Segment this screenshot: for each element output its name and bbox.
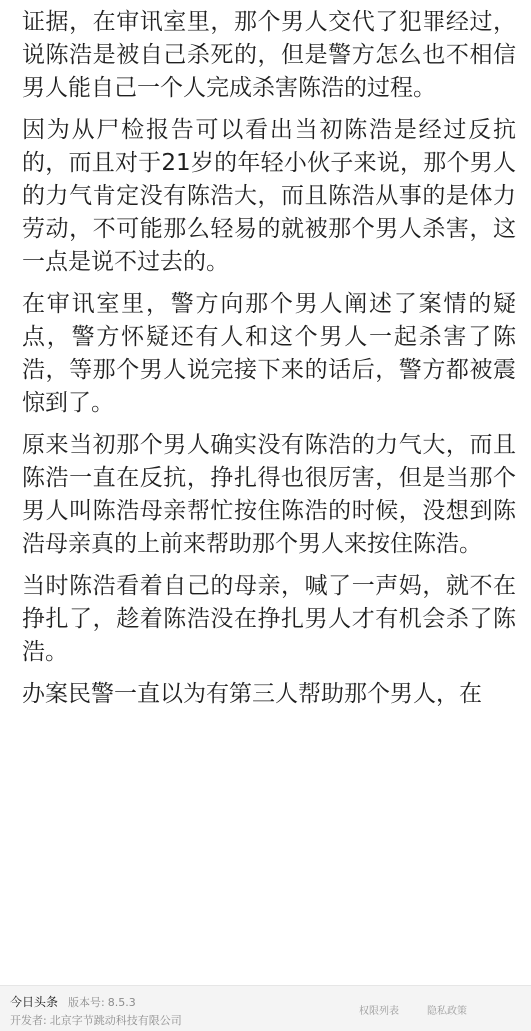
app-version-row — [10, 993, 136, 1010]
developer-value: 北京字节跳动科技有限公司 — [49, 1014, 182, 1027]
footer-links — [331, 1002, 467, 1017]
version-label: 版本号: — [68, 996, 105, 1009]
app-name: 今日头条 — [10, 995, 59, 1009]
article-paragraph: 当时陈浩看着自己的母亲，喊了一声妈，就不在挣扎了，趁着陈浩没在挣扎男人才有机会杀了陈浩。 — [22, 573, 516, 665]
article-paragraph: 在审讯室里，警方向那个男人阐述了案情的疑点，警方怀疑还有人和这个男人一起杀害了陈浩，等那个男人说完接下来的话后，警方都被震惊到了。 — [22, 291, 516, 416]
article-paragraph: 办案民警一直以为有第三人帮助那个男人，在 — [22, 681, 482, 707]
article-paragraph: 因为从尸检报告可以看出当初陈浩是经过反抗的，而且对于21岁的年轻小伙子来说，那个男人的力气肯定没有陈浩大，而且陈浩从事的是体力劳动，不可能那么轻易的就被那个男人杀害，这一点是说不过去的。 — [22, 117, 516, 275]
permissions-link[interactable]: 权限列表 — [359, 1006, 399, 1017]
developer-row — [10, 1012, 182, 1028]
privacy-policy-link[interactable]: 隐私政策 — [427, 1006, 467, 1017]
article-paragraph: 原来当初那个男人确实没有陈浩的力气大，而且陈浩一直在反抗，挣扎得也很厉害，但是当那个男人叫陈浩母亲帮忙按住陈浩的时候，没想到陈浩母亲真的上前来帮助那个男人来按住陈浩。 — [22, 432, 516, 557]
app-info-footer — [0, 985, 531, 1031]
version-value: 8.5.3 — [107, 996, 136, 1009]
article-paragraph: 证据，在审讯室里，那个男人交代了犯罪经过，说陈浩是被自己杀死的，但是警方怎么也不相信男人能自己一个人完成杀害陈浩的过程。 — [22, 9, 516, 101]
developer-label: 开发者: — [10, 1014, 47, 1027]
